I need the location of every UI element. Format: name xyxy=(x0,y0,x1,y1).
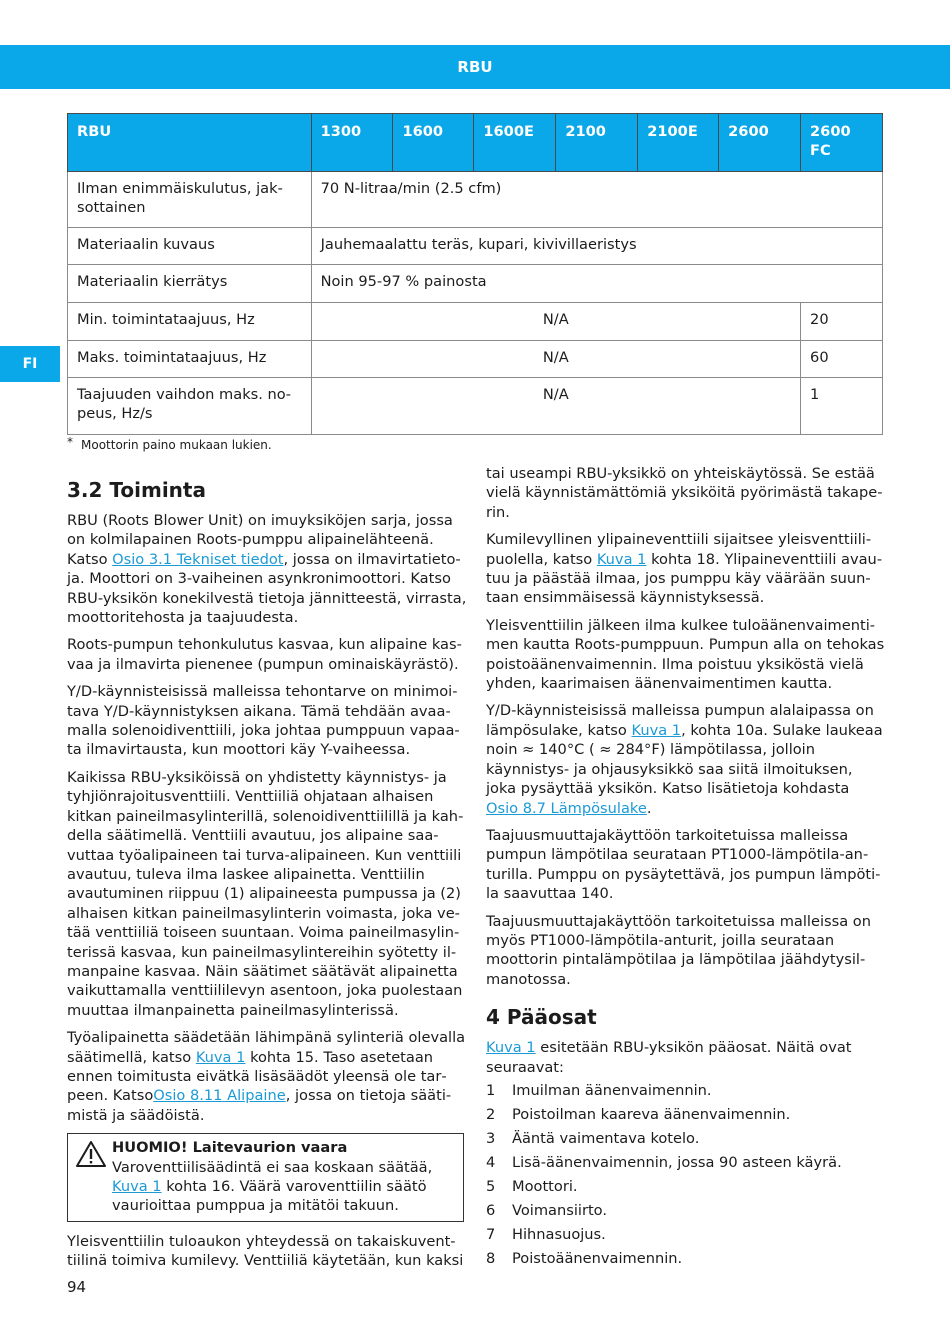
row-label: Taajuuden vaihdon maks. nopeus, Hz/s xyxy=(68,378,312,435)
row-label: Materiaalin kuvaus xyxy=(68,228,312,265)
table-header-cell: RBU xyxy=(68,114,312,172)
section-heading: 3.2 Toiminta xyxy=(67,478,206,502)
link-osio-8-11[interactable]: Osio 8.11 Alipaine xyxy=(153,1087,286,1105)
warning-text xyxy=(112,1158,455,1216)
header-bar xyxy=(0,45,950,89)
link-kuva-1[interactable]: Kuva 1 xyxy=(112,1178,162,1195)
list-number: 7 xyxy=(486,1225,496,1243)
table-row xyxy=(68,303,883,341)
list-text: Moottori. xyxy=(512,1177,578,1195)
list-number: 3 xyxy=(486,1129,496,1147)
table-header-cell: 1300 xyxy=(311,114,393,172)
paragraph: tai useampi RBU-yksikkö on yhteiskäytössä. Se estää vielä käynnistämättömiä yksiköitä pyörimästä takaperin. xyxy=(486,465,883,521)
row-label: Materiaalin kierrätys xyxy=(68,265,312,303)
list-text: Lisä-äänenvaimennin, jossa 90 asteen käyrä. xyxy=(512,1153,842,1171)
text: , jossa on tietoja säätimistä ja säädöistä. xyxy=(67,1087,452,1124)
row-last-value: 20 xyxy=(801,303,883,341)
text: Työalipainetta säädetään lähimpänä sylinteriä olevalla säätimellä, katso xyxy=(67,1029,466,1066)
list-item xyxy=(486,1105,886,1124)
paragraph: Taajuusmuuttajakäyttöön tarkoitetuissa malleissa on myös PT1000-lämpötila-anturit, joilla seurataan moottorin pintalämpötilaa ja lämpötilaa jäähdytysilmanotossa. xyxy=(486,912,871,988)
list-number: 8 xyxy=(486,1249,496,1267)
text: Varoventtiilisäädintä ei saa koskaan säätää, xyxy=(112,1158,433,1176)
row-value: N/A xyxy=(311,303,800,341)
spec-table xyxy=(67,113,883,435)
list-text: Poistoilman kaareva äänenvaimennin. xyxy=(512,1105,791,1123)
link-osio-8-7[interactable]: Osio 8.7 Lämpösulake xyxy=(486,799,647,817)
table-header-row xyxy=(68,114,883,172)
row-label: Ilman enimmäiskulutus, jaksottainen xyxy=(68,172,312,228)
list-item xyxy=(486,1129,886,1148)
text: , kohta 10a. Sulake laukeaa noin ≈ 140°C ( ≈ 284°F) lämpötilassa, jolloin käynnistys- ja ohjausyksikkö saa siitä ilmoituksen, joka pysäyttää yksikön. Katso lisätietoja kohdasta xyxy=(486,721,883,798)
list-number: 2 xyxy=(486,1105,496,1123)
row-value: Jauhemaalattu teräs, kupari, kivivillaeristys xyxy=(311,228,882,265)
table-row xyxy=(68,228,883,265)
paragraph xyxy=(486,701,886,817)
paragraph: Roots-pumpun tehonkulutus kasvaa, kun alipaine kasvaa ja ilmavirta pienenee (pumpun ominaiskäyrästö). xyxy=(67,636,462,673)
table-header-cell: 2600 FC xyxy=(801,114,883,172)
link-osio-3-1[interactable]: Osio 3.1 Tekniset tiedot xyxy=(112,550,284,568)
list-number: 4 xyxy=(486,1153,496,1171)
left-column xyxy=(67,478,467,1279)
footnote-marker: * xyxy=(67,435,73,449)
warning-title: HUOMIO! Laitevaurion vaara xyxy=(112,1139,348,1157)
table-row xyxy=(68,341,883,378)
table-row xyxy=(68,265,883,303)
text: Y/D-käynnisteisissä malleissa pumpun alalaipassa on lämpösulake, katso xyxy=(486,702,874,739)
link-kuva-1[interactable]: Kuva 1 xyxy=(195,1048,246,1066)
link-kuva-1[interactable]: Kuva 1 xyxy=(596,550,647,568)
paragraph: Taajuusmuuttajakäyttöön tarkoitetuissa malleissa pumpun lämpötilaa seurataan PT1000-lämpötila-anturilla. Pumppu on pysäytettävä, jos pumpun lämpötila saavuttaa 140. xyxy=(486,826,881,903)
row-last-value: 1 xyxy=(801,378,883,435)
table-row xyxy=(68,172,883,228)
row-label: Min. toimintataajuus, Hz xyxy=(68,303,312,341)
text: , jossa on ilmavirtatietoja. Moottori on 3-vaiheinen asynkronimoottori. Katso RBU-yksikön konekilvestä tietoja jännitteestä, virrasta, moottoritehosta ja taajuudesta. xyxy=(67,550,467,627)
list-number: 5 xyxy=(486,1177,496,1195)
table-header-cell: 1600 xyxy=(393,114,474,172)
row-value: 70 N-litraa/min (2.5 cfm) xyxy=(311,172,882,228)
warning-box xyxy=(67,1133,464,1222)
right-column xyxy=(486,464,886,1273)
row-value: N/A xyxy=(311,341,800,378)
text: kohta 15. Taso asetetaan ennen toimitusta eivätkä lisäsäädöt yleensä ole tarpeen. Katso xyxy=(67,1048,447,1105)
text: kohta 16. Väärä varoventtiilin säätö vaurioittaa pumppua ja mitätöi takuun. xyxy=(112,1178,427,1215)
section-heading: 4 Pääosat xyxy=(486,1005,597,1030)
paragraph: Yleisventtiilin jälkeen ilma kulkee tuloäänenvaimentimen kautta Roots-pumppuun. Pumpun alla on tehokas poistoäänenvaimennin. Ilma poistuu yksiköstä vielä yhden, kaarimaisen äänenvaimentimen kautta. xyxy=(486,616,885,693)
list-item xyxy=(486,1225,886,1244)
list-number: 1 xyxy=(486,1081,496,1099)
text: Kumilevyllinen ylipaineventtiili sijaitsee yleisventtiilipuolella, katso xyxy=(486,531,872,568)
row-label: Maks. toimintataajuus, Hz xyxy=(68,341,312,378)
list-number: 6 xyxy=(486,1201,496,1219)
list-item xyxy=(486,1081,886,1100)
text: RBU (Roots Blower Unit) on imuyksiköjen sarja, jossa on kolmilapainen Roots-pumppu alipainelähteenä. Katso xyxy=(67,512,453,568)
list-text: Imuilman äänenvaimennin. xyxy=(512,1081,712,1099)
list-text: Hihnasuojus. xyxy=(512,1225,606,1243)
paragraph xyxy=(486,1038,886,1077)
list-item xyxy=(486,1177,886,1196)
table-header-cell: 2100E xyxy=(638,114,719,172)
footnote xyxy=(67,437,272,453)
paragraph xyxy=(67,1028,467,1125)
row-value: Noin 95-97 % painosta xyxy=(311,265,882,303)
footnote-text: Moottorin paino mukaan lukien. xyxy=(81,438,272,452)
text: kohta 18. Ylipaineventtiili avautuu ja päästää ilmaa, jos pumppu käy väärään suuntaan ensimmäisessä käynnistyksessä. xyxy=(486,550,883,607)
table-header-cell: 2100 xyxy=(556,114,638,172)
page-number: 94 xyxy=(67,1278,87,1296)
table-row xyxy=(68,378,883,435)
parts-list xyxy=(486,1081,886,1268)
table-header-cell: 1600E xyxy=(474,114,556,172)
row-last-value: 60 xyxy=(801,341,883,378)
warning-triangle-icon xyxy=(75,1140,107,1168)
link-kuva-1[interactable]: Kuva 1 xyxy=(486,1039,536,1057)
link-kuva-1[interactable]: Kuva 1 xyxy=(631,721,682,739)
list-item xyxy=(486,1153,886,1172)
paragraph xyxy=(486,530,886,608)
table-header-cell: 2600 xyxy=(719,114,801,172)
language-tab[interactable]: FI xyxy=(0,346,60,382)
paragraph: Yleisventtiilin tuloaukon yhteydessä on takaiskuventtiilinä toimiva kumilevy. Venttiiliä käytetään, kun kaksi xyxy=(67,1232,464,1270)
text: . xyxy=(646,799,652,817)
row-value: N/A xyxy=(311,378,800,435)
text: esitetään RBU-yksikön pääosat. Näitä ovat seuraavat: xyxy=(486,1039,852,1076)
list-item xyxy=(486,1249,886,1268)
list-text: Ääntä vaimentava kotelo. xyxy=(512,1129,700,1147)
list-text: Voimansiirto. xyxy=(512,1201,607,1219)
paragraph: Y/D-käynnisteisissä malleissa tehontarve on minimoitava Y/D-käynnistyksen aikana. Tämä tehdään avaamalla solenoidiventtiili, joka johtaa pumppuun vapaata ilmavirtausta, kun moottori käy Y-vaiheessa. xyxy=(67,683,460,759)
paragraph: Kaikissa RBU-yksiköissä on yhdistetty käynnistys- ja tyhjiönrajoitusventtiili. Venttiiliä ohjataan alhaisen kitkan paineilmasylinterillä, solenoidiventtiilillä ja kahdella säätimellä. Venttiili avautuu, jos alipaine saavuttaa työalipaineen tai turva-alipaineen. Kun venttiili avautuu, tuleva ilma laskee alipainetta. Venttiilin avautuminen riippuu (1) alipaineesta pumpussa ja (2) alhaisen kitkan paineilmasylinterin voimasta, joka vetää venttiiliä toiseen suuntaan. Voima paineilmasylinterissä kasvaa, kun paineilmasylintereihin syötetty ilmanpaine kasvaa. Näin säätimet säätävät alipainetta vaikuttamalla venttiililevyn asentoon, joka puolestaan muuttaa ilmanpainetta paineilmasylinterissä. xyxy=(67,768,464,1019)
paragraph xyxy=(67,511,467,627)
list-item xyxy=(486,1201,886,1220)
header-title: RBU xyxy=(457,58,493,76)
list-text: Poistoäänenvaimennin. xyxy=(512,1249,683,1267)
